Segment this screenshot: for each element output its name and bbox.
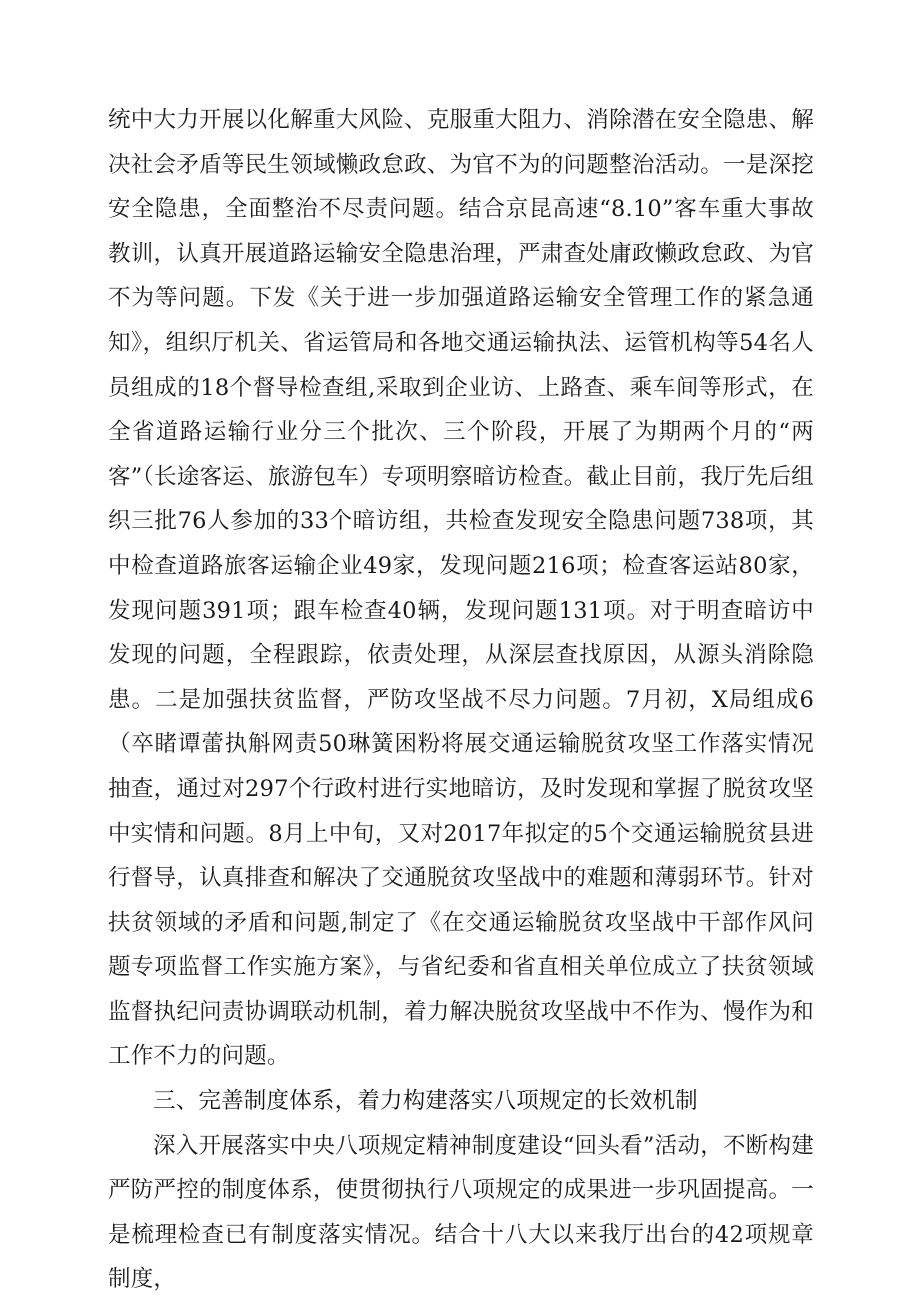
document-body (108, 98, 814, 1302)
body-paragraph-continued: 统中大力开展以化解重大风险、克服重大阻力、消除潜在安全隐患、解决社会矛盾等民生领域懒政怠政、为官不为的问题整治活动。一是深挖安全隐患，全面整治不尽责问题。结合京昆高速“8.10”客车重大事故教训，认真开展道路运输安全隐患治理，严肃查处庸政懒政怠政、为官不为等问题。下发《关于进一步加强道路运输安全管理工作的紧急通知》，组织厅机关、省运管局和各地交通运输执法、运管机构等54名人员组成的18个督导检查组,采取到企业访、上路查、乘车间等形式，在全省道路运输行业分三个批次、三个阶段，开展了为期两个月的“两客”（长途客运、旅游包车）专项明察暗访检查。截止目前，我厅先后组织三批76人参加的33个暗访组，共检查发现安全隐患问题738项，其中检查道路旅客运输企业49家，发现问题216项；检查客运站80家，发现问题391项；跟车检查40辆，发现问题131项。对于明查暗访中发现的问题，全程跟踪，依责处理，从深层查找原因，从源头消除隐患。二是加强扶贫监督，严防攻坚战不尽力问题。7月初，X局组成6（卒睹谭蕾执斛网责50琳簧困粉将展交通运输脱贫攻坚工作落实情况抽查，通过对297个行政村进行实地暗访，及时发现和掌握了脱贫攻坚中实情和问题。8月上中旬，又对2017年拟定的5个交通运输脱贫县进行督导，认真排查和解决了交通脱贫攻坚战中的难题和薄弱环节。针对扶贫领域的矛盾和问题,制定了《在交通运输脱贫攻坚战中干部作风问题专项监督工作实施方案》，与省纪委和省直相关单位成立了扶贫领域监督执纪问责协调联动机制，着力解决脱贫攻坚战中不作为、慢作为和工作不力的问题。 (108, 107, 814, 1070)
section-three-paragraph: 深入开展落实中央八项规定精神制度建设“回头看”活动，不断构建严防严控的制度体系，使贯彻执行八项规定的成果进一步巩固提高。一是梳理检查已有制度落实情况。结合十八大以来我厅出台的42项规章制度， (108, 1132, 814, 1293)
section-heading-three: 三、完善制度体系，着力构建落实八项规定的长效机制 (153, 1088, 698, 1115)
